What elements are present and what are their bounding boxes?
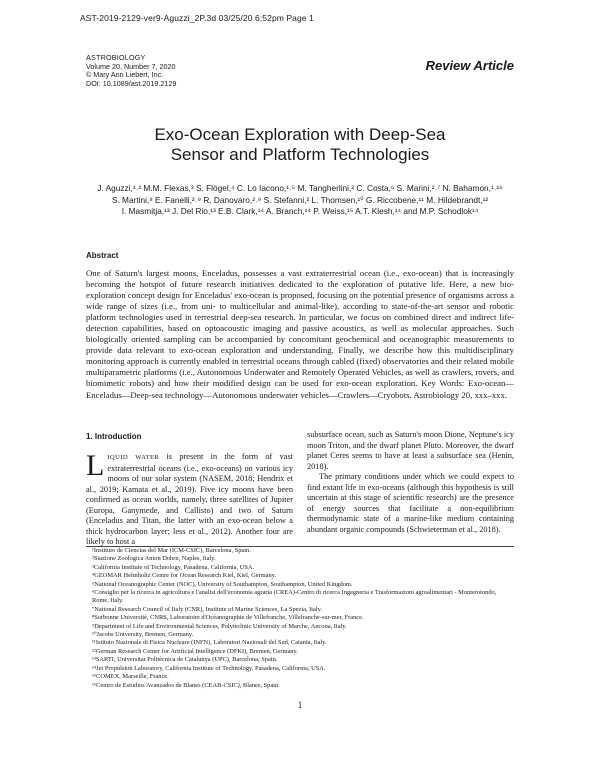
journal-info [86,54,176,88]
footnote: ³California Institute of Technology, Pasadena, California, USA. [92,563,255,571]
author-list [86,183,514,218]
print-slug: AST-2019-2129-ver9-Aguzzi_2P.3d 03/25/20 6:52pm Page 1 [80,13,314,23]
footnote: ¹⁶Centro de Estudios Avanzados de Blanes (CEAB-CSIC), Blanes, Spain. [92,681,280,689]
footnote: ¹³SARTI, Universitat Politècnica de Catalunya (UPC), Barcelona, Spain. [92,656,278,664]
footnote: ⁴GEOMAR Helmholtz Centre for Ocean Research Kiel, Kiel, Germany. [92,572,277,580]
intro-left-text: is present in the form of vast extraterrestrial oceans (i.e., exo-oceans) on various icy moons of our solar system (NASEM, 2018; Hendrix et al., 2019; Kamata et al., 2019). Five icy moons have been confirmed as ocean worlds, namely, three satellites of Jupiter (Europa, Ganymede, and Callisto) and two of Saturn (Enceladus and Titan, the latter with an exo-ocean below a thick hydrocarbon layer; less et al., 2012). Another four are likely to host a [86,452,293,547]
footnote: ⁹Department of Life and Environmental Sciences, Polytechnic University of Marche, Ancona, Italy. [92,622,347,630]
footnote: ¹⁵COMEX, Marseille, France. [92,673,169,681]
footnote: ¹²German Research Center for Artificial Intelligence (DFKI), Bremen, Germany. [92,647,298,655]
intro-column-left [86,449,293,548]
authors-line-2: S. Martini,⁸ E. Fanelli,²˒⁹ R. Danovaro,²˒⁹ S. Stefanni,² L. Thomsen,¹⁰ G. Riccobene,¹¹ M. Hildebrandt,¹² [111,194,489,205]
paper-title [0,125,600,165]
intro-right-paragraph-1: subsurface ocean, such as Saturn's moon Dione, Neptune's icy moon Triton, and the dwarf planet Pluto. Moreover, the dwarf planet Ceres seems to have at least a subsurface sea (Henin, 2018). [307,430,514,471]
section-heading-introduction: 1. Introduction [86,432,142,441]
drop-cap: L [86,449,105,482]
authors-line-1: J. Aguzzi,¹˒² M.M. Flexas,³ S. Flögel,⁴ C. Lo Iacono,¹˒⁵ M. Tangherlini,² C. Costa,⁶ S. Marini,²˒⁷ N. Bahamon,¹˒¹⁶ [97,183,503,193]
affiliation-footnotes [92,547,512,690]
footnote: ¹¹Istituto Nazionale di Fisica Nucleare (INFN), Laboratori Nazionali del Sud, Catania, Italy. [92,639,327,647]
title-line-2: Sensor and Platform Technologies [170,145,430,164]
footnote: ⁷National Research Council of Italy (CNR), Institute of Marine Sciences, La Spezia, Italy. [92,605,323,613]
intro-column-right [307,430,514,535]
intro-right-paragraph-2: The primary conditions under which we could expect to find extant life in exo-oceans (although this hypothesis is still uncertain at this stage of scientific research) are the presence of energy sources that facilitate a non-equilibrium thermodynamic state of a marine-like medium containing abundant organic compounds (Schwieterman et al., 2018). [307,472,514,534]
footnote: ⁵National Oceanographic Center (NOC), University of Southampton, Southampton, United Kingdom. [92,580,353,588]
footnote: ¹⁰Jacobs University, Bremen, Germany. [92,631,194,639]
abstract-text: One of Saturn's largest moons, Enceladus, possesses a vast extraterrestrial ocean (i.e., exo-ocean) that is increasingly becoming the hotspot of future research initiatives dedicated to the exploration of putative life. Here, a new bio-exploration concept design for Enceladus' exo-ocean is proposed, focusing on the potential presence of organisms across a wide range of sizes (i.e., from uni- to multicellular and animal-like), according to state-of-the-art sensor and robotic platform technologies used in terrestrial deep-sea research. In particular, we focus on combined direct and indirect life-detection capabilities, based on optoacoustic imaging and passive acoustics, as well as molecular approaches. Such biologically oriented sampling can be accompanied by concomitant geochemical and oceanographic measurements to provide data relevant to exo-ocean exploration and understanding. Finally, we describe how this multidisciplinary monitoring approach is currently enabled in terrestrial oceans through cabled (fixed) observatories and their related mobile multiparametric platforms (i.e., Autonomous Underwater and Remotely Operated Vehicles, as well as crawlers, rovers, and biomimetic robots) and how their modified design can be used for exo-ocean exploration. Key Words: Exo-ocean—Enceladus—Deep-sea technology—Autonomous underwater vehicles—Crawlers—Cryobots. Astrobiology 20, xxx–xxx. [86,268,514,400]
title-line-1: Exo-Ocean Exploration with Deep-Sea [154,125,446,144]
journal-volume: Volume 20, Number 7, 2020 [86,61,176,71]
journal-name: ASTROBIOLOGY [86,53,146,62]
page-number: 1 [297,700,303,710]
authors-line-3: I. Masmitja,¹³ J. Del Rio,¹³ E.B. Clark,¹⁴ A. Branch,¹⁴ P. Weiss,¹⁵ A.T. Klesh,¹⁴ and M.P. Schodlok¹⁴ [121,206,479,217]
footnote: ¹⁴Jet Propulsion Laboratory, California Institute of Technology, Pasadena, California, USA. [92,664,326,672]
footnote: ²Stazione Zoologica Anton Dohrn, Naples, Italy. [92,555,216,563]
footnote: ¹Instituto de Ciencias del Mar (ICM-CSIC), Barcelona, Spain. [92,547,251,554]
footnote: ⁶Consiglio per la ricerca in agricoltura e l'analisi dell'economia agraria (CREA)-Centro di ricerca Ingegneria e Trasformazioni agroalimentari - Monterotondo, Rome, Italy. [92,589,497,605]
article-type: Review Article [425,58,514,73]
footnote: ⁸Sorbonne Université, CNRS, Laboratoire d'Océanographie de Villefranche, Villefranche-sur-mer, France. [92,614,364,622]
journal-copyright: © Mary Ann Liebert, Inc. [86,70,164,80]
abstract-heading: Abstract [86,251,119,260]
intro-small-caps: IQUID WATER [107,454,160,461]
journal-doi: DOI: 10.1089/ast.2019.2129 [86,78,177,88]
